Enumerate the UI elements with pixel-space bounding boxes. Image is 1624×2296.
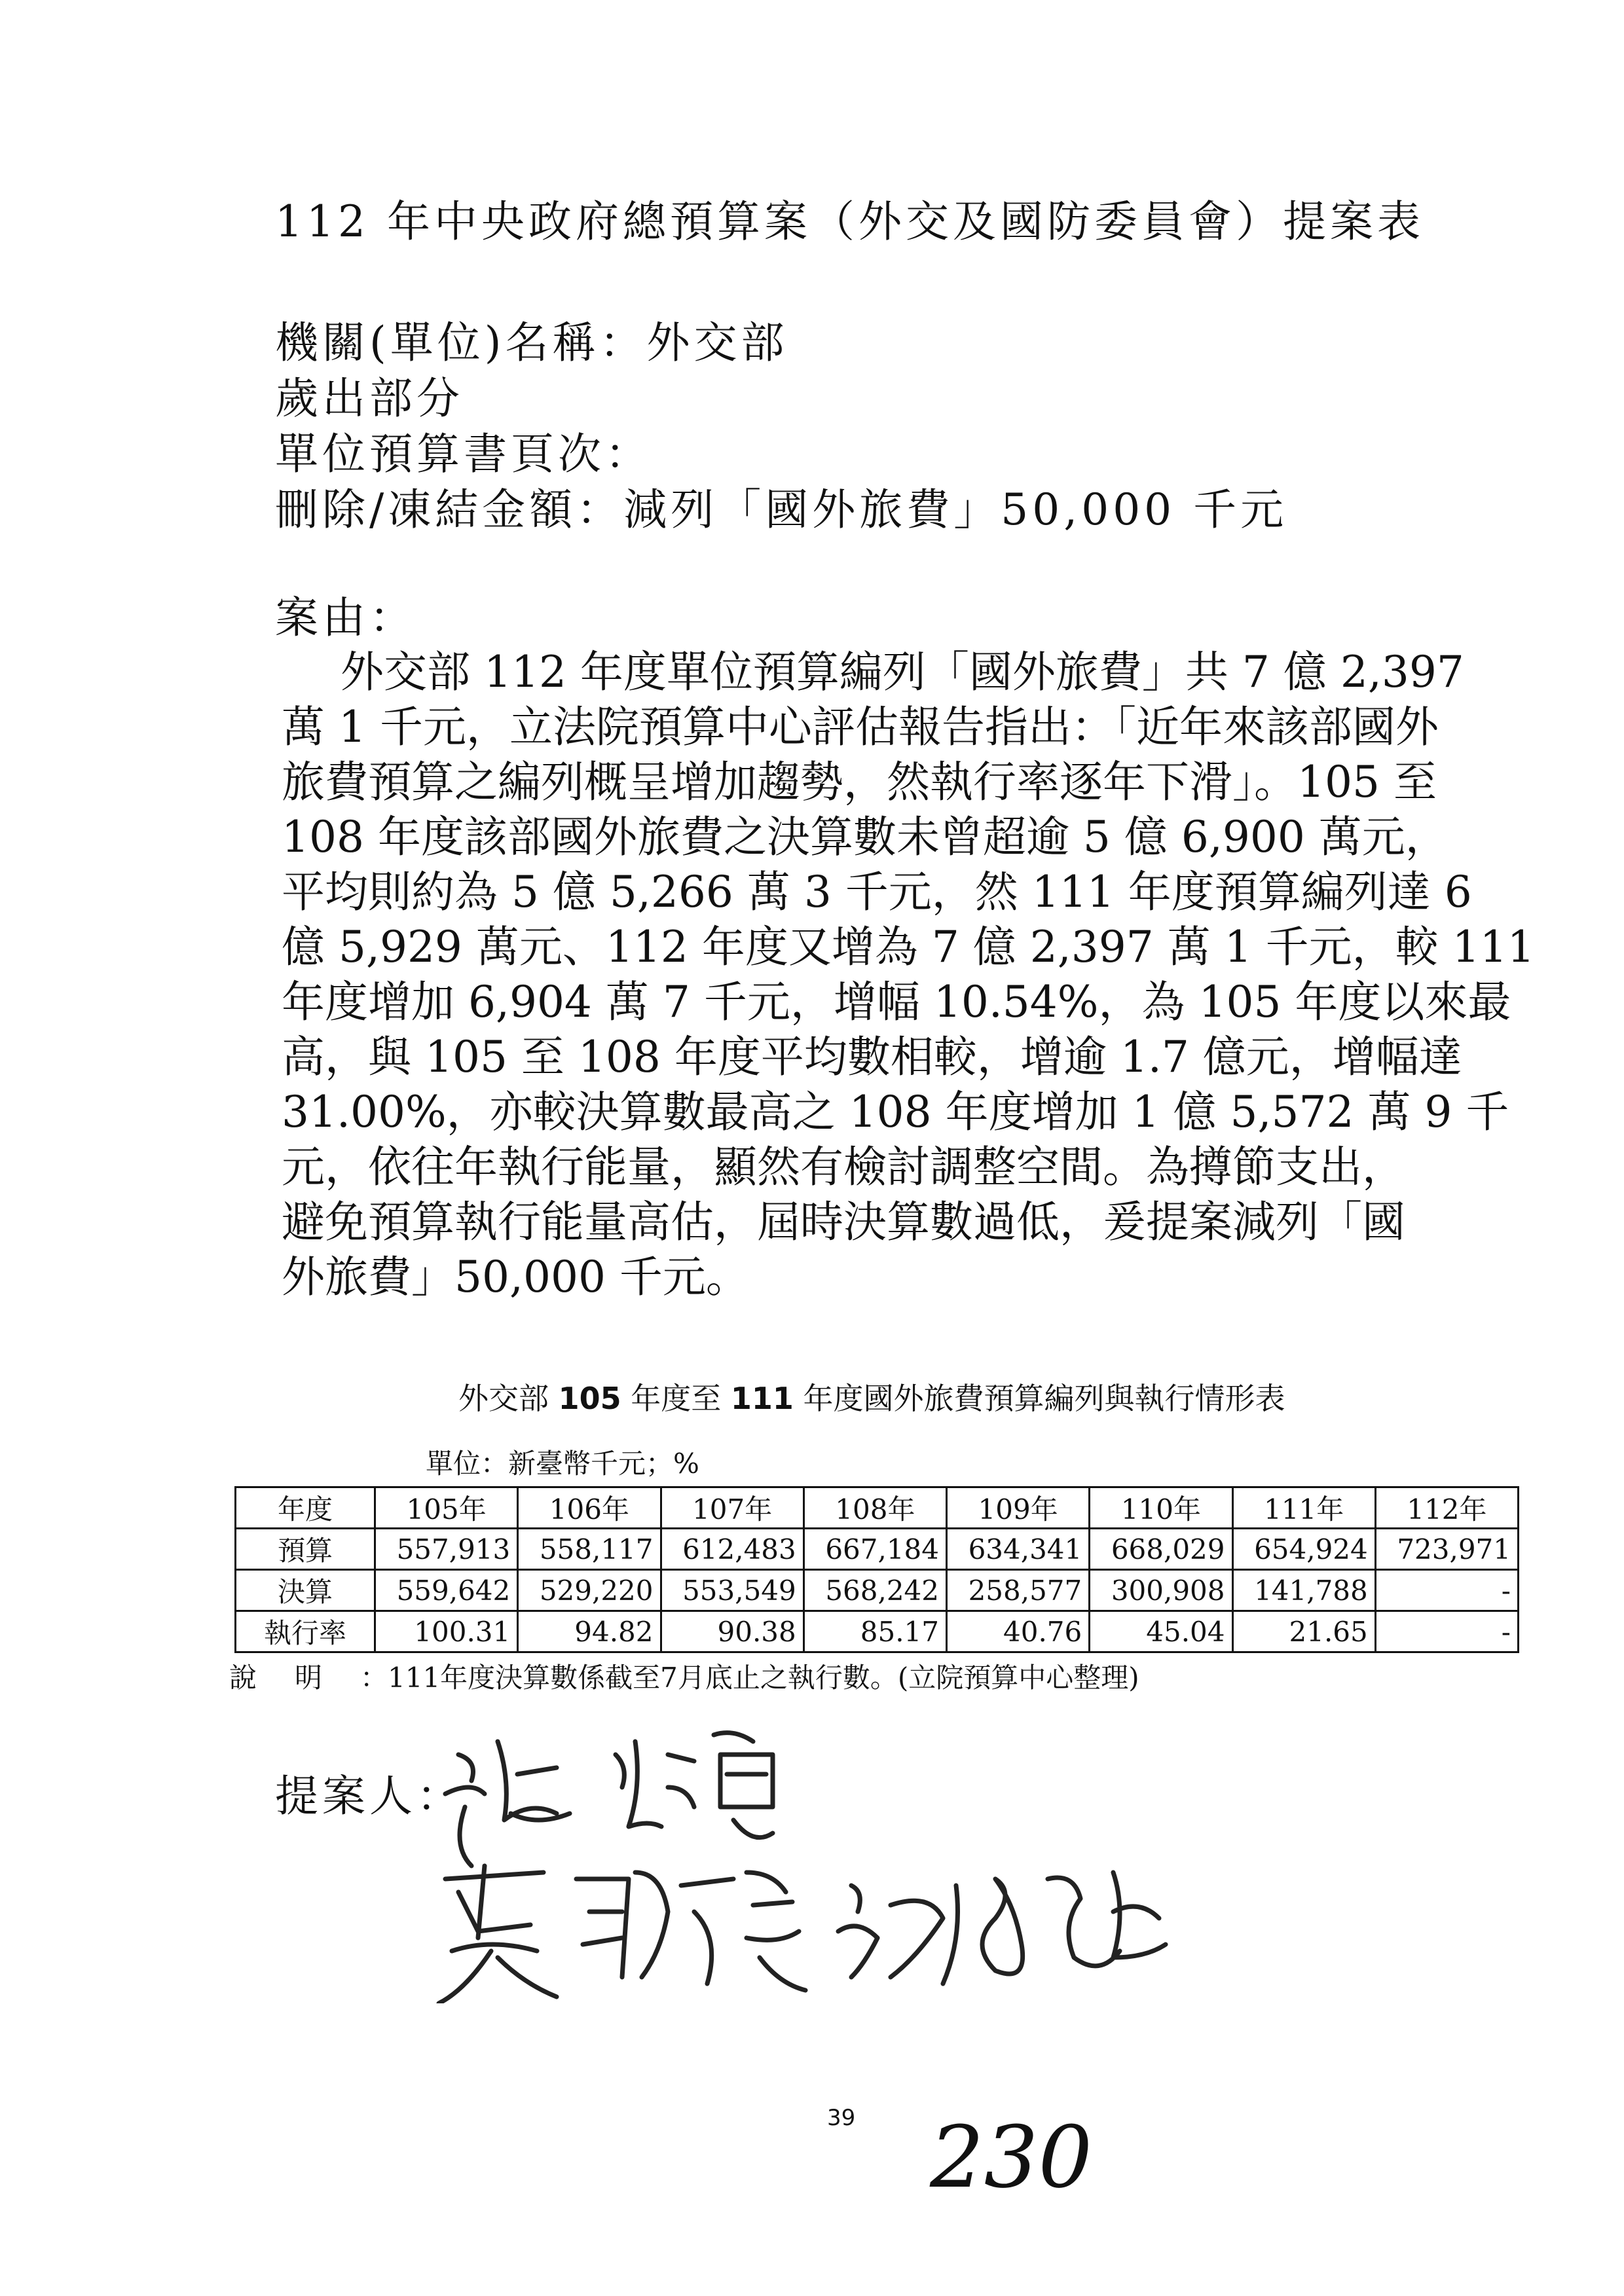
- header-cell: 106年: [518, 1487, 661, 1529]
- travel-budget-table: [234, 1486, 1519, 1653]
- table-title: 外交部 105 年度至 111 年度國外旅費預算編列與執行情形表: [458, 1381, 1285, 1416]
- note-label: 說明: [229, 1662, 361, 1694]
- header-cell: 108年: [803, 1487, 946, 1529]
- row-label: 預算: [236, 1529, 375, 1570]
- handwritten-page-number: [923, 2108, 1120, 2206]
- body-line: 平均則約為 5 億 5,266 萬 3 千元，然 111 年度預算編列達 6: [282, 867, 1472, 917]
- table-cell: 90.38: [661, 1611, 803, 1652]
- body-line: 億 5,929 萬元、112 年度又增為 7 億 2,397 萬 1 千元，較 111: [282, 922, 1535, 972]
- signature-stroke: [838, 1879, 1023, 1984]
- body-line: 年度增加 6,904 萬 7 千元，增幅 10.54%，為 105 年度以來最: [282, 977, 1511, 1027]
- table-cell: -: [1375, 1570, 1518, 1611]
- table-cell: 45.04: [1090, 1611, 1232, 1652]
- signature-stroke: [616, 1741, 694, 1827]
- header-cell: 110年: [1090, 1487, 1232, 1529]
- table-cell: 529,220: [518, 1570, 661, 1611]
- table-cell: 300,908: [1090, 1570, 1232, 1611]
- table-cell: 40.76: [947, 1611, 1090, 1652]
- table-row: [236, 1570, 1519, 1611]
- header-cell: 105年: [375, 1487, 518, 1529]
- table-row: [236, 1529, 1519, 1570]
- table-cell: 553,549: [661, 1570, 803, 1611]
- body-line: 外交部 112 年度單位預算編列「國外旅費」共 7 億 2,397: [341, 647, 1464, 697]
- page-number: 39: [827, 2105, 856, 2131]
- table-cell: 612,483: [661, 1529, 803, 1570]
- signature-stroke: [439, 1866, 557, 2003]
- proposer-label: 提案人：: [275, 1771, 464, 1821]
- agency-line: 機關(單位)名稱：外交部: [275, 318, 788, 368]
- table-header-row: [236, 1487, 1519, 1529]
- signature-stroke: [445, 1741, 570, 1866]
- table-cell: 558,117: [518, 1529, 661, 1570]
- handwritten-signatures: [419, 1715, 1270, 2003]
- header-cell: 107年: [661, 1487, 803, 1529]
- table-row: [236, 1611, 1519, 1652]
- signature-stroke: [714, 1733, 773, 1838]
- body-line: 萬 1 千元，立法院預算中心評估報告指出：「近年來該部國外: [282, 702, 1439, 752]
- header-cell: 111年: [1232, 1487, 1375, 1529]
- table-cell: 94.82: [518, 1611, 661, 1652]
- signature-stroke: [1048, 1872, 1166, 1966]
- table-cell: 559,642: [375, 1570, 518, 1611]
- category-line: 歲出部分: [275, 373, 464, 424]
- body-line: 元，依往年執行能量，顯然有檢討調整空間。為撙節支出，: [282, 1142, 1405, 1192]
- header-cell: 年度: [236, 1487, 375, 1529]
- reason-label: 案由：: [275, 592, 416, 643]
- table-cell: 723,971: [1375, 1529, 1518, 1570]
- body-line: 31.00%，亦較決算數最高之 108 年度增加 1 億 5,572 萬 9 千: [282, 1087, 1509, 1137]
- amount-line: 刪除/凍結金額：減列「國外旅費」50,000 千元: [275, 484, 1288, 535]
- header-cell: 112年: [1375, 1487, 1518, 1529]
- row-label: 執行率: [236, 1611, 375, 1652]
- table-cell: 141,788: [1232, 1570, 1375, 1611]
- table-cell: -: [1375, 1611, 1518, 1652]
- signature-stroke: [747, 1872, 805, 1990]
- document-title: 112 年中央政府總預算案（外交及國防委員會）提案表: [275, 196, 1424, 247]
- body-line: 108 年度該部國外旅費之決算數未曾超逾 5 億 6,900 萬元，: [282, 812, 1449, 862]
- table-cell: 100.31: [375, 1611, 518, 1652]
- table-unit: 單位：新臺幣千元；%: [426, 1448, 699, 1480]
- table-cell: 21.65: [1232, 1611, 1375, 1652]
- body-line: 旅費預算之編列概呈增加趨勢，然執行率逐年下滑」。105 至: [282, 757, 1437, 807]
- body-line: 外旅費」50,000 千元。: [282, 1252, 749, 1302]
- table-cell: 634,341: [947, 1529, 1090, 1570]
- note-text: ：111年度決算數係截至7月底止之執行數。(立院預算中心整理): [360, 1662, 1139, 1694]
- row-label: 決算: [236, 1570, 375, 1611]
- header-cell: 109年: [947, 1487, 1090, 1529]
- table-note: [229, 1656, 1139, 1696]
- table-cell: 654,924: [1232, 1529, 1375, 1570]
- stamp-number-text: 230: [930, 2108, 1093, 2206]
- table-cell: 568,242: [803, 1570, 946, 1611]
- signature-stroke: [576, 1872, 733, 1984]
- table-cell: 258,577: [947, 1570, 1090, 1611]
- table-cell: 85.17: [803, 1611, 946, 1652]
- table-cell: 557,913: [375, 1529, 518, 1570]
- body-line: 避免預算執行能量高估，屆時決算數過低，爰提案減列「國: [282, 1197, 1405, 1247]
- table-cell: 667,184: [803, 1529, 946, 1570]
- body-line: 高，與 105 至 108 年度平均數相較，增逾 1.7 億元，增幅達: [282, 1032, 1462, 1082]
- table-cell: 668,029: [1090, 1529, 1232, 1570]
- page-reference-line: 單位預算書頁次：: [275, 429, 652, 479]
